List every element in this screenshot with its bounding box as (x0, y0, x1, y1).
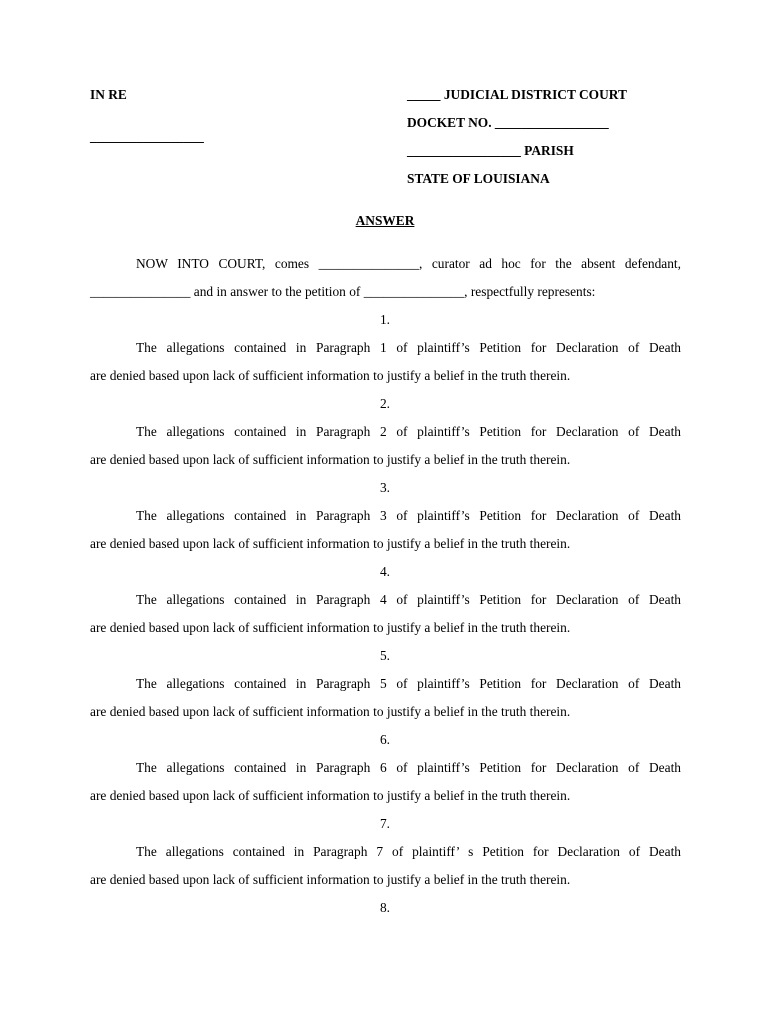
party-name-blank: _________________ (90, 129, 204, 144)
paragraph-number: 7. (379, 816, 391, 831)
paragraph-line-1: The allegations contained in Paragraph 4 of plaintiff’s Petition for Declaration of Death (136, 592, 681, 607)
paragraph-number: 4. (379, 564, 391, 579)
paragraph-line-1: The allegations contained in Paragraph 5 of plaintiff’s Petition for Declaration of Death (136, 676, 681, 691)
paragraph-line-1: The allegations contained in Paragraph 1 of plaintiff’s Petition for Declaration of Death (136, 340, 681, 355)
document-title: ANSWER (355, 213, 415, 228)
paragraph-number: 5. (379, 648, 391, 663)
paragraph-line-2: are denied based upon lack of sufficient information to justify a belief in the truth therein. (90, 536, 571, 551)
paragraph-number: 1. (379, 312, 391, 327)
paragraph-line-2: are denied based upon lack of sufficient information to justify a belief in the truth therein. (90, 704, 571, 719)
paragraph-number: 6. (379, 732, 391, 747)
paragraph-line-1: The allegations contained in Paragraph 3 of plaintiff’s Petition for Declaration of Death (136, 508, 681, 523)
paragraph-line-2: are denied based upon lack of sufficient information to justify a belief in the truth therein. (90, 872, 571, 887)
state-name: STATE OF LOUISIANA (407, 171, 550, 186)
paragraph-line-2: are denied based upon lack of sufficient information to justify a belief in the truth therein. (90, 368, 571, 383)
paragraph-number: 3. (379, 480, 391, 495)
parish-name: _________________ PARISH (407, 143, 574, 158)
document-title-wrap (0, 213, 770, 229)
paragraph-line-1: The allegations contained in Paragraph 7 of plaintiff’ s Petition for Declaration of Death (136, 844, 681, 859)
paragraph-line-2: are denied based upon lack of sufficient information to justify a belief in the truth therein. (90, 620, 571, 635)
paragraph-line-1: The allegations contained in Paragraph 6 of plaintiff’s Petition for Declaration of Death (136, 760, 681, 775)
docket-number: DOCKET NO. _________________ (407, 115, 609, 130)
paragraph-line-2: are denied based upon lack of sufficient information to justify a belief in the truth therein. (90, 452, 571, 467)
court-name: _____ JUDICIAL DISTRICT COURT (407, 87, 627, 102)
paragraph-line-1: The allegations contained in Paragraph 2 of plaintiff’s Petition for Declaration of Death (136, 424, 681, 439)
intro-line-1: NOW INTO COURT, comes _______________, curator ad hoc for the absent defendant, (136, 256, 681, 271)
paragraph-line-2: are denied based upon lack of sufficient information to justify a belief in the truth therein. (90, 788, 571, 803)
paragraph-number: 8. (379, 900, 391, 915)
paragraph-number: 2. (379, 396, 391, 411)
intro-line-2: _______________ and in answer to the petition of _______________, respectfully represents: (90, 284, 596, 299)
in-re-label: IN RE (90, 87, 127, 102)
